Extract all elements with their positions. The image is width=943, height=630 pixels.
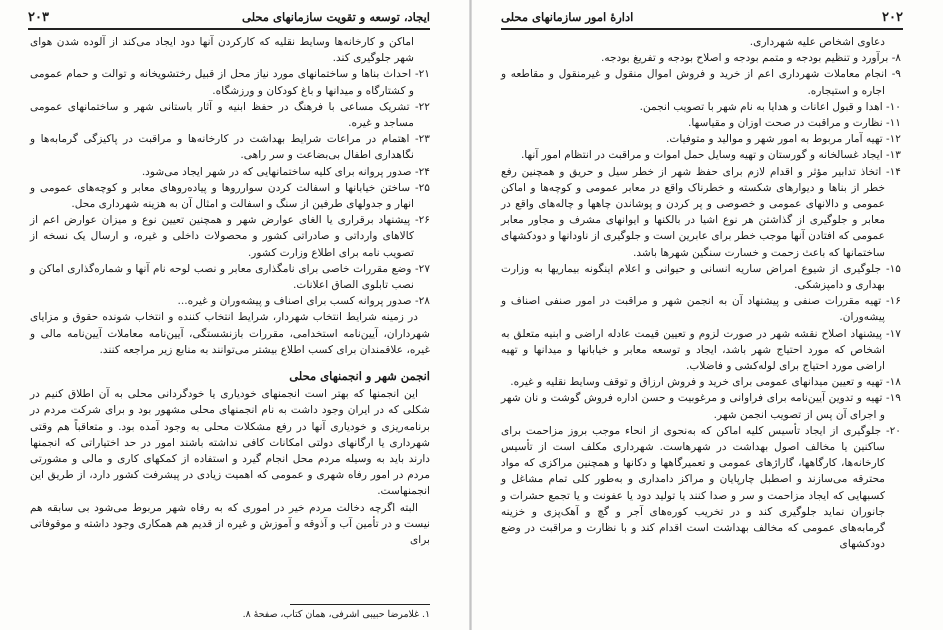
left-list-item: ۲۵- ساختن خیابانها و اسفالت کردن سوارروها و پیاده‌روهای معابر و کوچه‌های عمومی و انهار و جدولهای طرفین از سنگ و اسفالت و امثال آن به هزینه شهرداری محل. <box>30 181 430 211</box>
left-page-number: ۲۰۳ <box>28 9 49 25</box>
left-page <box>0 0 470 630</box>
right-list-item: ۸- برآورد و تنظیم بودجه و متمم بودجه و اصلاح بودجه و تفریغ بودجه. <box>600 52 901 65</box>
right-header-rule <box>501 28 903 30</box>
left-list-item: ۲۳- اهتمام در مراعات شرایط بهداشت در کارخانه‌ها و مراقبت در پاکیزگی گرمابه‌ها و نگاهداری اطفال بی‌بضاعت و سر راهی. <box>30 133 430 162</box>
right-list-item: ۲۰- جلوگیری از ایجاد تأسیس کلیه اماکن که به‌نحوی از انحاء موجب بروز مزاحمت برای ساکنین یا مخالف اصول بهداشت در شهرهاست. شهرداری مکلف است از تأسیس کارخانه‌ها، کارگاهها، گاراژهای عمومی و تعمیرگاهها و دکانها و همچنین مراکزی که مواد محترقه می‌سازند و اصطبل چارپایان و مراکز دامداری و به‌طور کلی تمام مشاغل و کسبهایی که ایجاد مزاحمت و سر و صدا کنند یا تولید دود یا عفونت و یا تجمع حشرات و جانوران نماید جلوگیری کند و در تخریب کوره‌های آجر و گچ و آهک‌پزی و خزینه گرمابه‌های عمومی که مخالف بهداشت است اقدام کند و با نظارت و مراقبت در وضع دودکشهای <box>501 424 901 551</box>
left-note-paragraph: در زمینه شرایط انتخاب شهردار، شرایط انتخاب کننده و انتخاب شونده حقوق و مزایای شهرداران، آیین‌نامه استخدامی، مقررات بازنشستگی، آیین‌نامه معاملات آیین‌نامه مالی و غیره، علاقمندان برای کسب اطلاع بیشتر می‌توانند به منابع زیر مراجعه کنند. <box>30 311 430 356</box>
right-page-body <box>501 34 901 553</box>
right-list-item: ۱۲- تهیه آمار مربوط به امور شهر و موالید و متوفیات. <box>666 133 901 146</box>
left-page-title: ایجاد، توسعه و تقویت سازمانهای محلی <box>241 10 430 24</box>
right-list-item: ۱۷- پیشنهاد اصلاح نقشه شهر در صورت لزوم و تعیین قیمت عادله اراضی و ابنیه متعلق به اشخاص که مورد احتیاج شهر باشد، ایجاد و توسعه معابر و خیابانها و میدانها و تهیه اراضی مورد احتیاج برای لوله‌کشی و فاضلاب. <box>501 327 901 373</box>
footnote: ۱. غلامرضا حبیبی اشرفی، همان کتاب، صفحهٔ ۸. <box>242 609 430 620</box>
left-list-item: ۲۸- صدور پروانه کسب برای اصناف و پیشه‌وران و غیره... <box>177 295 430 308</box>
right-continuation-text: دعاوی اشخاص علیه شهرداری. <box>749 36 885 48</box>
right-list-item: ۱۱- نظارت و مراقبت در صحت اوزان و مقیاسها. <box>687 117 901 130</box>
left-list-item: ۲۲- تشریک مساعی با فرهنگ در حفظ ابنیه و آثار باستانی شهر و ساختمانهای عمومی مساجد و غیره. <box>30 100 430 130</box>
section-heading: انجمن شهر و انجمنهای محلی <box>289 369 430 384</box>
right-page-header <box>501 6 903 28</box>
right-list-item: ۱۴- اتخاذ تدابیر مؤثر و اقدام لازم برای حفظ شهر از خطر سیل و حریق و همچنین رفع خطر از بناها و دیوارهای شکسته و خطرناک واقع در معابر عمومی و کوچه‌ها و اماکن عمومی و دالانهای عمومی و خصوصی و پر کردن و پوشاندن چاهها و چاله‌های واقع در معابر و جلوگیری از گذاشتن هر نوع اشیا در بالکنها و ایوانهای مشرف و مجاور معابر عمومی که افتادن آنها موجب خطر برای عابرین است و جلوگیری از ناودانها و دودکشهای ساختمانها که باعث زحمت و خسارت سنگین شهرها باشد. <box>501 165 901 259</box>
section-paragraph: البته اگرچه دخالت مردم خیر در اموری که به رفاه شهر مربوط می‌شود بی سابقه هم نیست و در تأمین آب و آذوقه و آموزش و غیره از قدیم هم همکاری وجود داشته و موقوفاتی برای <box>30 501 430 547</box>
right-list-item: ۱۸- تهیه و تعیین میدانهای عمومی برای خرید و فروش ارزاق و توقف وسایط نقلیه و غیره. <box>510 376 901 389</box>
section-paragraph: این انجمنها که بهتر است انجمنهای خودیاری یا خودگردانی محلی به آن اطلاق کنیم در شکلی که در ایران وجود داشت به نام انجمنهای محلی مشهور بود و برای شرکت مردم در برنامه‌ریزی و خودیاری آنها در رفع مشکلات محلی به وجود آمده بود. و متعاقباً هم وقتی شهرداری یا ارگانهای دولتی امکانات کافی نداشته باشند امور در حد اختیاراتی که انجمنها دارند باید به وسیله مردم محل انجام گیرد و استفاده از کمکهای کاری و مالی و مشورتی مردم در امور رفاه شهری و عمومی که اهمیت زیادی در پیشرفت کشور دارد، از طریق این انجمنهاست. <box>30 388 430 498</box>
right-page-number: ۲۰۲ <box>882 9 903 25</box>
left-continuation-text: اماکن و کارخانه‌ها وسایط نقلیه که کارکردن آنها دود ایجاد می‌کند از آلوده شدن هوای شهر جلوگیری کند. <box>30 36 414 65</box>
left-list-item: ۲۴- صدور پروانه برای کلیه ساختمانهایی که در شهر ایجاد می‌شود. <box>141 165 430 178</box>
right-page <box>471 0 943 630</box>
left-header-rule <box>28 28 430 30</box>
right-list-item: ۹- انجام معاملات شهرداری اعم از خرید و فروش اموال منقول و غیرمنقول و مقاطعه و اجاره و استیجاره. <box>501 68 901 97</box>
footnote-rule <box>290 604 430 605</box>
left-list-item: ۲۷- وضع مقررات خاصی برای نامگذاری معابر و نصب لوحه نام آنها و شماره‌گذاری اماکن و نصب تابلوی الصاق اعلانات. <box>30 262 431 292</box>
right-list-item: ۱۹- تهیه و تدوین آیین‌نامه برای فراوانی و مرغوبیت و حسن اداره فروش گوشت و نان شهر و اجرای آن پس از تصویب انجمن شهر. <box>501 392 901 421</box>
left-page-body <box>30 34 430 548</box>
left-list-item: ۲۱- احداث بناها و ساختمانهای مورد نیاز محل از قبیل رختشویخانه و توالت و حمام عمومی و کشتارگاه و میدانها و باغ کودکان و ورزشگاه. <box>30 68 430 97</box>
right-list-item: ۱۵- جلوگیری از شیوع امراض ساریه انسانی و حیوانی و اعلام اینگونه بیماریها به وزارت بهداری و دامپزشکی. <box>501 262 901 292</box>
right-list-item: ۱۳- ایجاد غسالخانه و گورستان و تهیه وسایل حمل اموات و مراقبت در انتظام امور آنها. <box>520 149 901 162</box>
right-list-item: ۱۶- تهیه مقررات صنفی و پیشنهاد آن به انجمن شهر و مراقبت در امور صنفی اصناف و پیشه‌وران. <box>501 295 901 324</box>
left-page-header <box>28 6 430 28</box>
left-list-item: ۲۶- پیشنهاد برقراری یا الغای عوارض شهر و همچنین تعیین نوع و میزان عوارض اعم از کالاهای وارداتی و صادراتی کشور و محصولات داخلی و غیره، و ارسال یک نسخه از تصویب نامه برای اطلاع وزارت کشور. <box>30 214 430 259</box>
right-page-title: ادارهٔ امور سازمانهای محلی <box>501 10 634 24</box>
right-list-item: ۱۰- اهدا و قبول اعانات و هدایا به نام شهر با تصویب انجمن. <box>639 100 901 113</box>
